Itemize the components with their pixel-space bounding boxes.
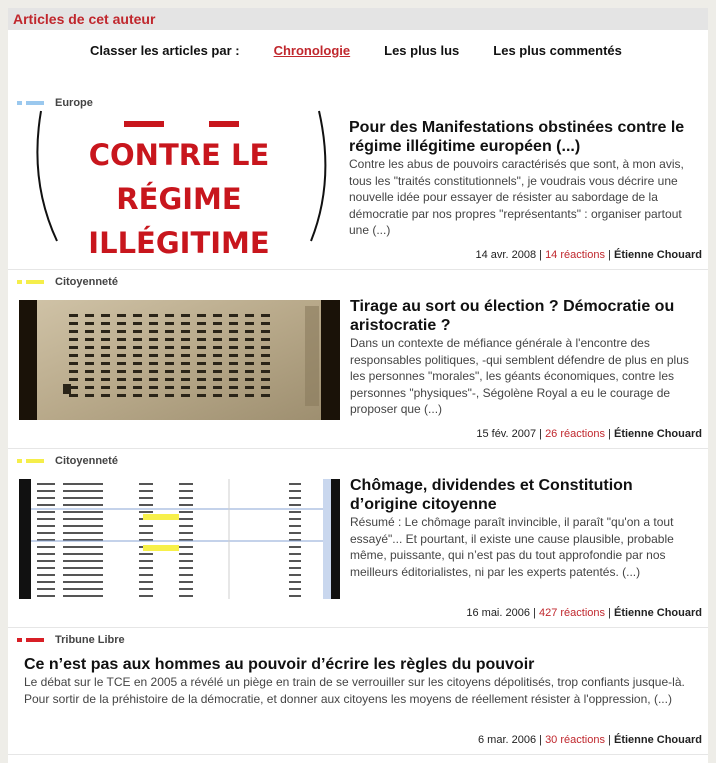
sort-option-plus-commentes[interactable]: Les plus commentés <box>493 42 622 58</box>
article-thumbnail[interactable] <box>19 121 340 260</box>
category-label: Europe <box>55 97 93 109</box>
category-tag[interactable] <box>17 96 93 110</box>
poster-text-line: RÉGIME <box>116 182 242 216</box>
sort-label: Classer les articles par : <box>90 42 240 58</box>
poster-text-line: ILLÉGITIME <box>88 226 270 260</box>
category-tag[interactable] <box>17 275 118 289</box>
kleroterion-image <box>19 300 340 420</box>
category-tag[interactable] <box>17 454 118 468</box>
category-color-icon <box>26 101 44 105</box>
article-meta: 16 mai. 2006 | 427 réactions | Étienne Chouard <box>466 607 702 619</box>
reactions-link[interactable]: 26 réactions <box>545 428 605 440</box>
category-color-icon <box>17 101 22 105</box>
category-label: Tribune Libre <box>55 634 125 646</box>
category-tag[interactable] <box>17 633 125 647</box>
author-link[interactable]: Étienne Chouard <box>613 607 702 619</box>
article-meta: 15 fév. 2007 | 26 réactions | Étienne Chouard <box>476 428 702 440</box>
category-color-icon <box>26 638 44 642</box>
author-link[interactable]: Étienne Chouard <box>613 734 702 746</box>
article-title[interactable]: Ce n’est pas aux hommes au pouvoir d’écrire les règles du pouvoir <box>24 656 535 673</box>
divider <box>8 627 708 628</box>
manif-poster-image <box>19 121 340 260</box>
sort-option-chronologie[interactable]: Chronologie <box>273 42 351 58</box>
poster-text-line: CONTRE LE <box>88 138 270 172</box>
article-thumbnail[interactable] <box>19 479 340 599</box>
article-thumbnail[interactable] <box>19 300 340 420</box>
article-meta: 6 mar. 2006 | 30 réactions | Étienne Chouard <box>477 734 702 746</box>
article-excerpt: Contre les abus de pouvoirs caractérisés que sont, à mon avis, tous les "traités constitutionnels", je voudrais vous décrire une nouvelle idée pour essayer de résister au sabordage de la démocratie par nos propres "représentants" : organiser partout une (...) <box>349 157 684 237</box>
category-color-icon <box>17 459 22 463</box>
sort-option-plus-lus[interactable]: Les plus lus <box>384 42 460 58</box>
author-link[interactable]: Étienne Chouard <box>613 249 702 261</box>
article-title[interactable]: Chômage, dividendes et Constitution d’origine citoyenne <box>350 477 633 513</box>
reactions-link[interactable]: 427 réactions <box>538 607 605 619</box>
article-excerpt: Le débat sur le TCE en 2005 a révélé un piège en train de se verrouiller sur les citoyens dépolitisés, trop confiants jusque-là. Pour sortir de la préhistoire de la démocratie, et donner aux citoyens les moyens de réellement résister à l'oppression, (...) <box>24 675 685 706</box>
divider <box>8 754 708 755</box>
reactions-link[interactable]: 30 réactions <box>545 734 605 746</box>
article-date: 6 mar. 2006 <box>477 734 537 746</box>
article-title[interactable]: Tirage au sort ou élection ? Démocratie ou aristocratie ? <box>350 298 675 334</box>
category-label: Citoyenneté <box>55 276 118 288</box>
article-date: 15 fév. 2007 <box>476 428 537 440</box>
divider <box>8 269 708 270</box>
sort-bar <box>8 30 708 70</box>
article-excerpt: Dans un contexte de méfiance générale à l'encontre des responsables politiques, -qui semblent défendre de plus en plus les personnes "morales", les géants économiques, contre les personnes "physiques"-, Ségolène Royal a eu le courage de proposer que (...) <box>350 336 689 416</box>
author-link[interactable]: Étienne Chouard <box>613 428 702 440</box>
category-color-icon <box>26 280 44 284</box>
article-meta: 14 avr. 2008 | 14 réactions | Étienne Chouard <box>475 249 702 261</box>
divider <box>8 448 708 449</box>
article-date: 14 avr. 2008 <box>475 249 537 261</box>
article-title[interactable]: Pour des Manifestations obstinées contre le régime illégitime européen (...) <box>349 119 685 155</box>
category-label: Citoyenneté <box>55 455 118 467</box>
category-color-icon <box>26 459 44 463</box>
spreadsheet-image <box>19 479 340 599</box>
section-title: Articles de cet auteur <box>8 8 708 30</box>
reactions-link[interactable]: 14 réactions <box>545 249 605 261</box>
article-excerpt: Résumé : Le chômage paraît invincible, il paraît "qu'on a tout essayé"... Et pourtant, il existe une cause plausible, probable même, puissante, qui n’est pas du tout approfondie par nos meilleurs éditorialistes, ni par les experts patentés. (...) <box>350 515 674 579</box>
article-date: 16 mai. 2006 <box>466 607 530 619</box>
category-color-icon <box>17 280 22 284</box>
category-color-icon <box>17 638 22 642</box>
articles-panel <box>8 8 708 763</box>
